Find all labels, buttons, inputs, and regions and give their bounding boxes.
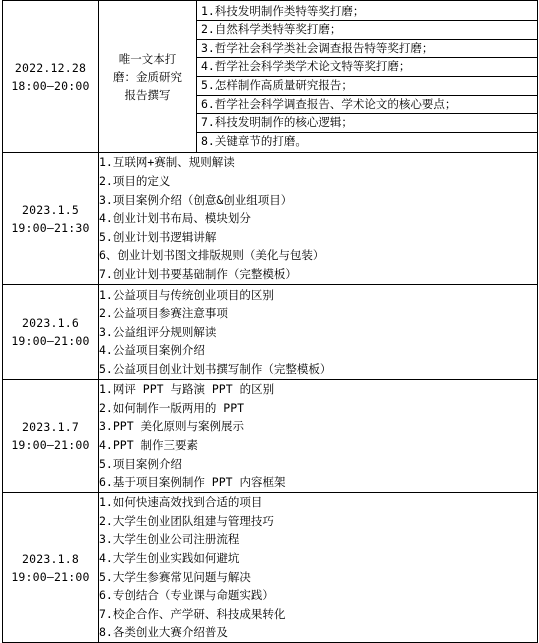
session-title-cell [99, 1, 197, 153]
list-item: 3.哲学社会科学类社会调查报告特等奖打磨； [197, 40, 537, 59]
list-item: 4.哲学社会科学类学术论文特等奖打磨； [197, 58, 537, 77]
session-title-line: 唯一文本打 [118, 51, 177, 66]
list-item: 8.各类创业大赛介绍普及 [99, 625, 228, 640]
session-date-cell [3, 380, 99, 493]
list-item: 5.大学生参赛常见问题与解决 [99, 569, 251, 584]
session-date: 2022.12.28 [14, 60, 87, 75]
session-date-cell [3, 153, 99, 285]
list-item: 1.如何快速高效找到合适的项目 [99, 495, 263, 510]
session-date: 2023.1.8 [22, 551, 79, 566]
list-item: 5.怎样制作高质量研究报告； [197, 77, 537, 96]
session-date-cell [3, 285, 99, 380]
list-item: 6.专创结合（专业课与命题实践） [99, 588, 274, 603]
list-item: 6、创业计划书图文排版规则（美化与包装） [99, 248, 325, 263]
session-date-cell [3, 1, 99, 153]
list-item: 7.校企合作、产学研、科技成果转化 [99, 606, 286, 621]
list-item: 1.网评 PPT 与路演 PPT 的区别 [99, 382, 275, 397]
list-item: 5.公益项目创业计划书撰写制作（完整模板） [99, 361, 332, 376]
list-item: 3.项目案例介绍（创意&创业组项目） [99, 192, 293, 207]
table-row [3, 285, 538, 380]
list-item: 1.互联网+赛制、规则解读 [99, 155, 235, 170]
table-row [3, 380, 538, 493]
list-item: 5.项目案例介绍 [99, 456, 182, 471]
list-item: 4.公益项目案例介绍 [99, 343, 205, 358]
session-time: 19:00—21:00 [11, 334, 90, 348]
table-row [3, 1, 538, 153]
session-date-cell [3, 493, 99, 643]
list-item: 1.科技发明制作类特等奖打磨； [197, 3, 537, 22]
list-item: 5.创业计划书逻辑讲解 [99, 229, 217, 244]
session-items-cell [99, 285, 538, 380]
list-item: 4.PPT 制作三要素 [99, 438, 199, 452]
session-title-line: 磨：金质研究 [113, 69, 182, 84]
list-item: 3.公益组评分规则解读 [99, 324, 217, 339]
list-item: 2.如何制作一版两用的 PPT [99, 400, 245, 415]
session-title-line: 报告撰写 [124, 87, 171, 102]
list-item: 7.科技发明制作的核心逻辑； [197, 114, 537, 133]
list-item: 3.PPT 美化原则与案例展示 [99, 419, 245, 434]
list-item: 4.大学生创业实践如何避坑 [99, 550, 240, 565]
session-time: 19:00—21:30 [11, 220, 90, 235]
list-item: 6.哲学社会科学调查报告、学术论文的核心要点； [197, 96, 537, 115]
session-date: 2023.1.5 [22, 202, 79, 217]
session-items-cell [99, 380, 538, 493]
list-item: 3.大学生创业公司注册流程 [99, 532, 240, 547]
session-time: 19:00—21:00 [11, 438, 90, 452]
list-item: 1.公益项目与传统创业项目的区别 [99, 287, 274, 302]
session-date: 2023.1.7 [22, 420, 79, 434]
session-time: 19:00—21:00 [11, 569, 90, 584]
session-time: 18:00—20:00 [11, 78, 90, 93]
list-item: 2.公益项目参赛注意事项 [99, 306, 228, 321]
session-date: 2023.1.6 [22, 316, 79, 330]
list-item: 7.创业计划书要基础制作（完整模板） [99, 266, 297, 281]
list-item: 6.基于项目案例制作 PPT 内容框架 [99, 475, 286, 490]
session-items-cell [99, 153, 538, 285]
list-item: 4.创业计划书布局、模块划分 [99, 211, 251, 226]
session-items-cell [99, 493, 538, 643]
list-item: 2.项目的定义 [99, 174, 171, 189]
list-item: 8.关键章节的打磨。 [201, 133, 307, 148]
table-row [3, 153, 538, 285]
session-items-cell [197, 1, 538, 153]
list-item: 2.大学生创业团队组建与管理技巧 [99, 513, 274, 528]
table-row [3, 493, 538, 643]
schedule-table [2, 0, 538, 643]
list-item: 2.自然科学类特等奖打磨； [197, 21, 537, 40]
